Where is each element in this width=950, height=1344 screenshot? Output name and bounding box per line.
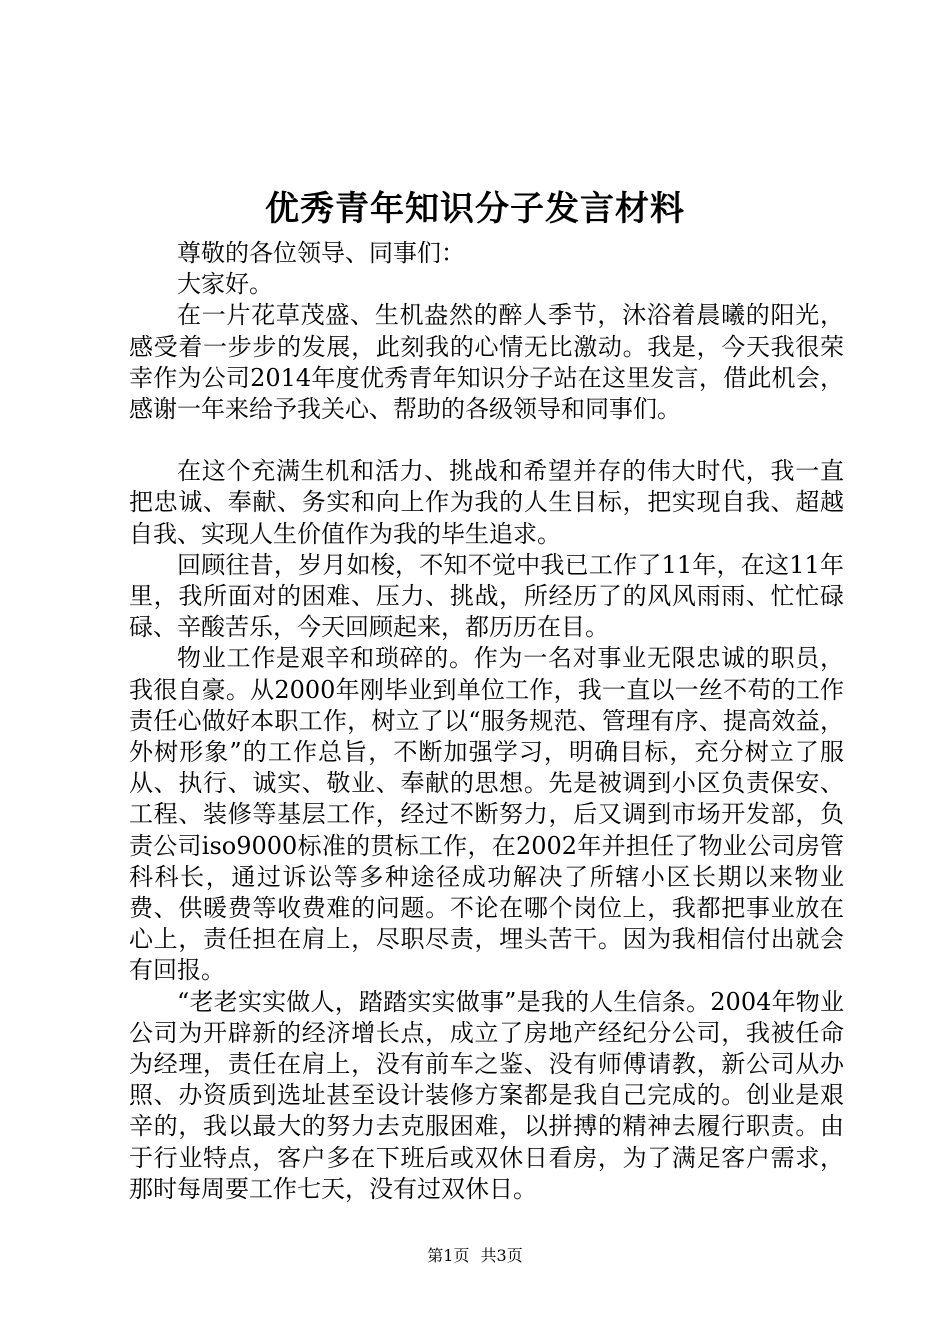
paragraph-goals: 在这个充满生机和活力、挑战和希望并存的伟大时代，我一直把忠诚、奉献、务实和向上作为我的人生目标，把实现自我、超越自我、实现人生价值作为我的毕生追求。 — [129, 457, 844, 548]
paragraph-property-work: 物业工作是艰辛和琐碎的。作为一名对事业无限忠诚的职员，我很自豪。从2000年刚毕业到单位工作，我一直以一丝不苟的工作责任心做好本职工作，树立了以“服务规范、管理有序、提高效益，外树形象”的工作总旨，不断加强学习，明确目标，充分树立了服从、执行、诚实、敬业、奉献的思想。先是被调到小区负责保安、工程、装修等基层工作，经过不断努力，后又调到市场开发部，负责公司iso9000标准的贯标工作，在2002年并担任了物业公司房管科科长，通过诉讼等多种途径成功解决了所辖小区长期以来物业费、供暖费等收费难的问题。不论在哪个岗位上，我都把事业放在心上，责任担在肩上，尽职尽责，埋头苦干。因为我相信付出就会有回报。 — [129, 644, 844, 985]
page-total: 共3页 — [480, 1246, 523, 1265]
salutation: 尊敬的各位领导、同事们： — [177, 239, 465, 267]
page-number: 第1页 — [427, 1246, 470, 1265]
greeting: 大家好。 — [177, 270, 273, 299]
document-body — [129, 238, 844, 1205]
paragraph-intro: 在一片花草茂盛、生机盎然的醉人季节，沐浴着晨曦的阳光，感受着一步步的发展，此刻我的心情无比激动。我是，今天我很荣幸作为公司2014年度优秀青年知识分子站在这里发言，借此机会，感谢一年来给予我关心、帮助的各级领导和同事们。 — [129, 301, 844, 424]
document-title: 优秀青年知识分子发言材料 — [265, 189, 685, 229]
paragraph-review: 回顾往昔，岁月如梭，不知不觉中我已工作了11年，在这11年里，我所面对的困难、压力、挑战，所经历了的风风雨雨、忙忙碌碌、辛酸苦乐，今天回顾起来，都历历在目。 — [129, 550, 844, 642]
paragraph-motto: “老老实实做人，踏踏实实做事”是我的人生信条。2004年物业公司为开辟新的经济增长点，成立了房地产经纪分公司，我被任命为经理，责任在肩上，没有前车之鉴、没有师傅请教，新公司从办照、办资质到选址甚至设计装修方案都是我自己完成的。创业是艰辛的，我以最大的努力去克服困难，以拼搏的精神去履行职责。由于行业特点，客户多在下班后或双休日看房，为了满足客户需求，那时每周要工作七天，没有过双休日。 — [129, 987, 844, 1203]
page-footer — [0, 1245, 950, 1267]
